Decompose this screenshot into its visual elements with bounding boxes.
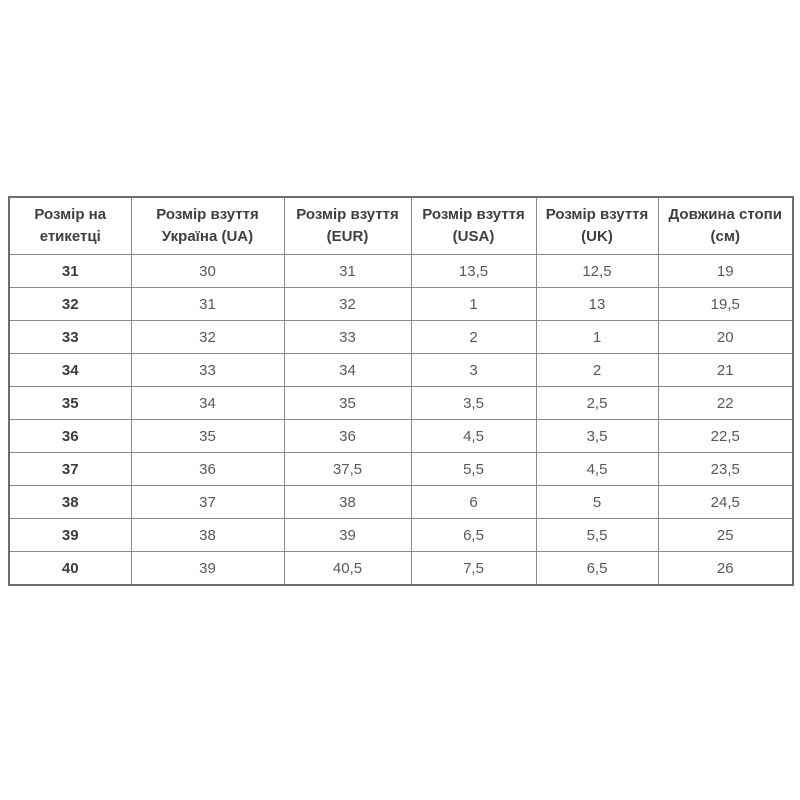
table-row: [9, 552, 793, 586]
size-cell: 25: [658, 519, 793, 552]
label-size-cell: 31: [9, 255, 131, 288]
size-cell: 5: [536, 486, 658, 519]
table-row: [9, 321, 793, 354]
size-cell: 23,5: [658, 453, 793, 486]
size-cell: 35: [131, 420, 284, 453]
size-cell: 38: [284, 486, 411, 519]
size-cell: 22: [658, 387, 793, 420]
size-cell: 22,5: [658, 420, 793, 453]
size-cell: 4,5: [536, 453, 658, 486]
header-row: [9, 197, 793, 255]
size-cell: 13,5: [411, 255, 536, 288]
label-size-cell: 38: [9, 486, 131, 519]
size-cell: 21: [658, 354, 793, 387]
size-cell: 13: [536, 288, 658, 321]
table-row: [9, 486, 793, 519]
label-size-cell: 36: [9, 420, 131, 453]
size-cell: 30: [131, 255, 284, 288]
label-size-cell: 33: [9, 321, 131, 354]
size-cell: 33: [131, 354, 284, 387]
size-cell: 37,5: [284, 453, 411, 486]
table-row: [9, 387, 793, 420]
label-size-cell: 39: [9, 519, 131, 552]
table-row: [9, 420, 793, 453]
shoe-size-table: [8, 196, 794, 586]
size-cell: 2: [411, 321, 536, 354]
size-cell: 36: [284, 420, 411, 453]
label-size-cell: 35: [9, 387, 131, 420]
table-row: [9, 453, 793, 486]
size-cell: 6,5: [536, 552, 658, 586]
size-cell: 38: [131, 519, 284, 552]
size-cell: 4,5: [411, 420, 536, 453]
size-cell: 1: [411, 288, 536, 321]
size-cell: 19,5: [658, 288, 793, 321]
table-header: [9, 197, 793, 255]
size-cell: 34: [284, 354, 411, 387]
size-cell: 31: [131, 288, 284, 321]
label-size-cell: 40: [9, 552, 131, 586]
size-cell: 6: [411, 486, 536, 519]
size-cell: 6,5: [411, 519, 536, 552]
label-size-cell: 37: [9, 453, 131, 486]
size-cell: 12,5: [536, 255, 658, 288]
size-cell: 3,5: [536, 420, 658, 453]
size-cell: 32: [284, 288, 411, 321]
size-cell: 39: [131, 552, 284, 586]
table-row: [9, 255, 793, 288]
size-cell: 26: [658, 552, 793, 586]
size-cell: 24,5: [658, 486, 793, 519]
size-cell: 35: [284, 387, 411, 420]
column-header-eur-size: Розмір взуття (EUR): [284, 197, 411, 255]
column-header-label-size: Розмір на етикетці: [9, 197, 131, 255]
size-cell: 5,5: [536, 519, 658, 552]
table-row: [9, 288, 793, 321]
table-row: [9, 354, 793, 387]
size-cell: 2: [536, 354, 658, 387]
size-cell: 40,5: [284, 552, 411, 586]
size-cell: 36: [131, 453, 284, 486]
column-header-uk-size: Розмір взуття (UK): [536, 197, 658, 255]
size-cell: 7,5: [411, 552, 536, 586]
size-cell: 31: [284, 255, 411, 288]
size-cell: 32: [131, 321, 284, 354]
size-cell: 37: [131, 486, 284, 519]
size-cell: 3,5: [411, 387, 536, 420]
size-cell: 33: [284, 321, 411, 354]
size-cell: 34: [131, 387, 284, 420]
size-cell: 2,5: [536, 387, 658, 420]
size-cell: 20: [658, 321, 793, 354]
size-cell: 19: [658, 255, 793, 288]
table-row: [9, 519, 793, 552]
column-header-foot-length: Довжина стопи (см): [658, 197, 793, 255]
label-size-cell: 34: [9, 354, 131, 387]
shoe-size-chart: [8, 196, 792, 586]
column-header-ua-size: Розмір взуття Україна (UA): [131, 197, 284, 255]
size-cell: 39: [284, 519, 411, 552]
size-cell: 5,5: [411, 453, 536, 486]
size-cell: 1: [536, 321, 658, 354]
table-body: [9, 255, 793, 586]
label-size-cell: 32: [9, 288, 131, 321]
column-header-usa-size: Розмір взуття (USA): [411, 197, 536, 255]
size-cell: 3: [411, 354, 536, 387]
